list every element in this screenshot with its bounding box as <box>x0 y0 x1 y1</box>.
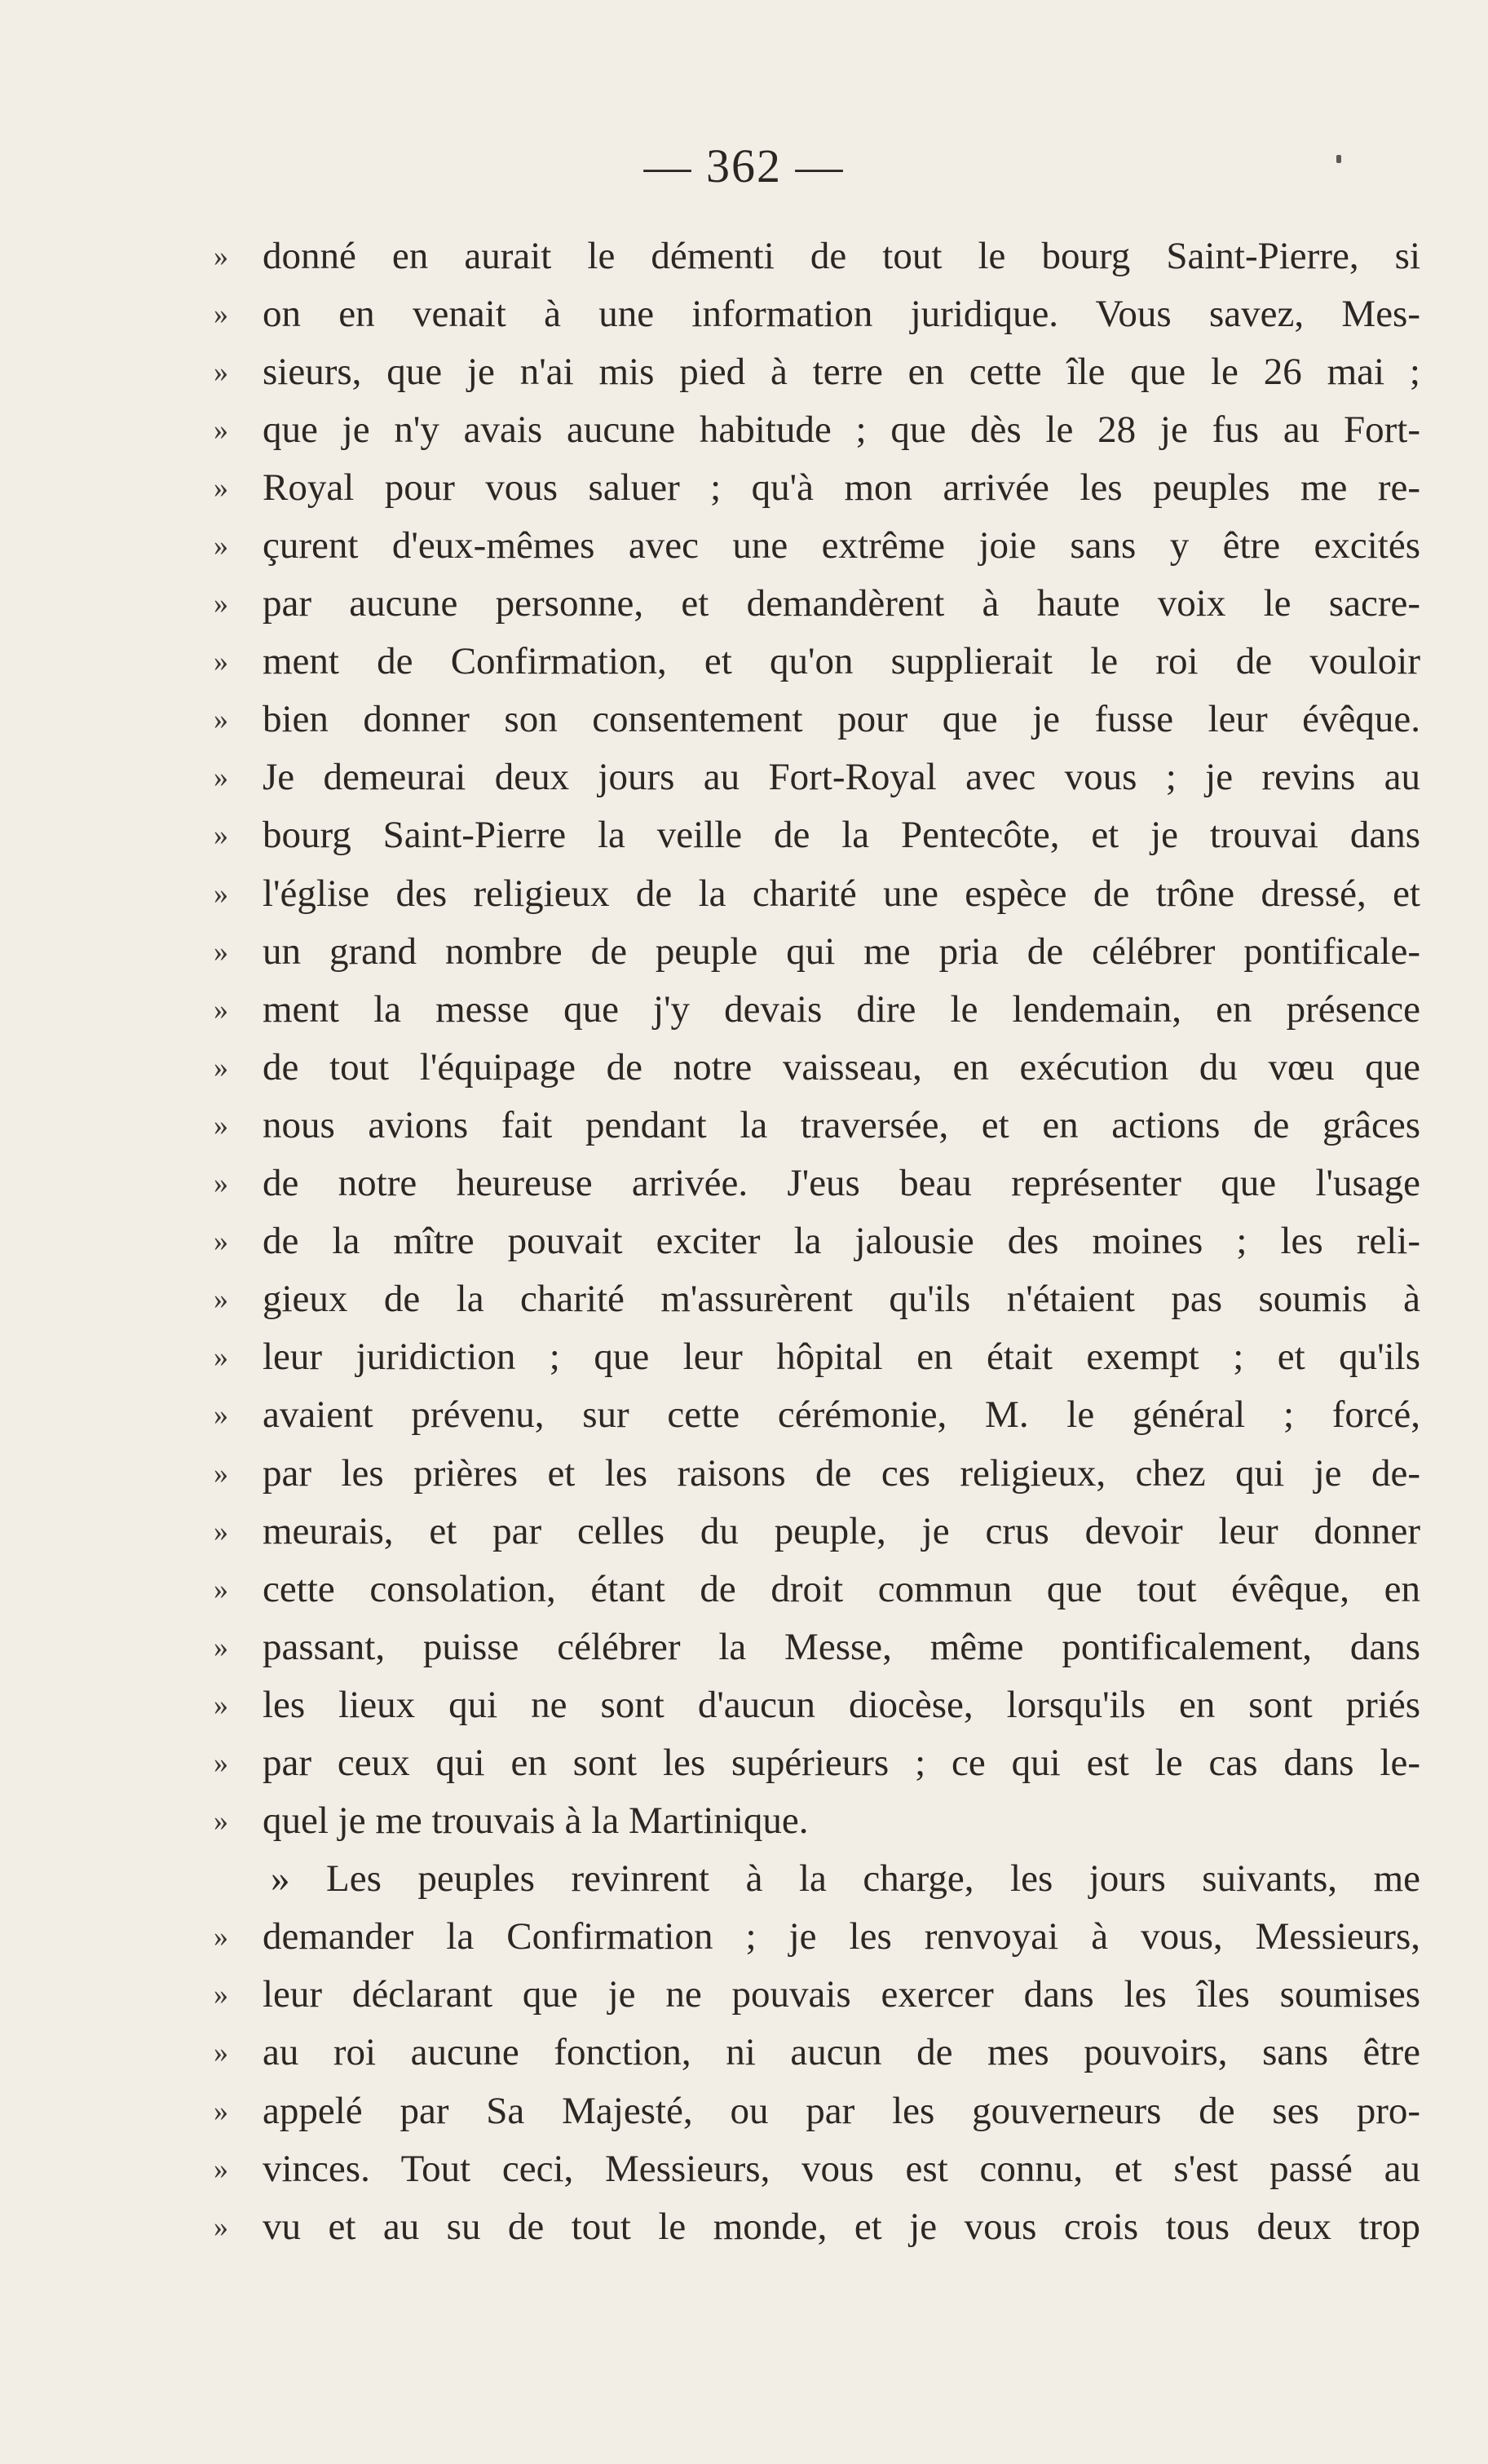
text-line <box>214 1850 1420 1908</box>
text-line <box>214 342 1420 400</box>
line-text: de tout l'équipage de notre vaisseau, en exécution du vœu que <box>263 1045 1420 1088</box>
text-line <box>214 1966 1420 2024</box>
line-text: par ceux qui en sont les supérieurs ; ce qui est le cas dans le- <box>263 1741 1420 1784</box>
line-text: » Les peuples revinrent à la charge, les jours suivants, me <box>271 1857 1420 1901</box>
text-line <box>214 575 1420 633</box>
line-text: par les prières et les raisons de ces religieux, chez qui je de- <box>263 1451 1420 1495</box>
text-line <box>214 400 1420 458</box>
quote-marker: » <box>214 1167 228 1200</box>
line-text: on en venait à une information juridique. Vous savez, Mes- <box>263 292 1420 335</box>
text-line <box>214 1096 1420 1154</box>
text-line <box>214 1733 1420 1791</box>
text-line <box>214 2139 1420 2197</box>
line-text: que je n'y avais aucune habitude ; que dès le 28 je fus au Fort- <box>263 408 1420 451</box>
text-line <box>214 691 1420 748</box>
line-text: Royal pour vous saluer ; qu'à mon arrivée les peuples me re- <box>263 466 1420 509</box>
line-text: ment la messe que j'y devais dire le lendemain, en présence <box>263 987 1420 1031</box>
page-number: — 362 — <box>643 139 845 192</box>
text-line <box>214 922 1420 980</box>
quote-marker: » <box>214 992 228 1026</box>
line-text: donné en aurait le démenti de tout le bourg Saint-Pierre, si <box>263 234 1420 277</box>
text-line <box>214 458 1420 516</box>
quote-marker: » <box>214 877 228 910</box>
quote-marker: » <box>214 587 228 620</box>
quote-marker: » <box>214 1050 228 1084</box>
quote-marker: » <box>214 470 228 504</box>
text-line <box>214 227 1420 285</box>
quote-marker: » <box>214 413 228 446</box>
line-text: Je demeurai deux jours au Fort-Royal avec vous ; je revins au <box>263 756 1420 799</box>
line-text: avaient prévenu, sur cette cérémonie, M. le général ; forcé, <box>263 1393 1420 1437</box>
line-text: au roi aucune fonction, ni aucun de mes pouvoirs, sans être <box>263 2031 1420 2074</box>
text-line <box>214 1386 1420 1444</box>
line-text: cette consolation, étant de droit commun que tout évêque, en <box>263 1567 1420 1610</box>
text-line <box>214 748 1420 806</box>
text-line <box>214 1618 1420 1676</box>
line-text: gieux de la charité m'assurèrent qu'ils n'étaient pas soumis à <box>263 1278 1420 1321</box>
quote-marker: » <box>214 703 228 736</box>
line-text: nous avions fait pendant la traversée, et en actions de grâces <box>263 1103 1420 1146</box>
quote-marker: » <box>214 529 228 563</box>
quote-marker: » <box>214 297 228 330</box>
line-text: çurent d'eux-mêmes avec une extrême joie sans y être excités <box>263 524 1420 567</box>
text-line <box>214 285 1420 342</box>
quote-marker: » <box>214 1108 228 1141</box>
body-text <box>214 227 1420 2255</box>
line-text: bien donner son consentement pour que je fusse leur évêque. <box>263 698 1420 741</box>
text-line <box>214 806 1420 864</box>
line-text: appelé par Sa Majesté, ou par les gouverneurs de ses pro- <box>263 2089 1420 2132</box>
text-line <box>214 516 1420 574</box>
line-text: meurais, et par celles du peuple, je crus devoir leur donner <box>263 1509 1420 1552</box>
line-text: vu et au su de tout le monde, et je vous crois tous deux trop <box>263 2205 1420 2248</box>
line-text: l'église des religieux de la charité une espèce de trône dressé, et <box>263 872 1420 915</box>
text-line <box>214 2082 1420 2139</box>
quote-marker: » <box>214 1978 228 2011</box>
quote-marker: » <box>214 1283 228 1316</box>
quote-marker: » <box>214 239 228 272</box>
text-line <box>214 1792 1420 1850</box>
line-text: leur déclarant que je ne pouvais exercer dans les îles soumises <box>263 1973 1420 2016</box>
text-line <box>214 1038 1420 1096</box>
line-text: quel je me trouvais à la Martinique. <box>263 1799 809 1843</box>
text-line <box>214 2024 1420 2082</box>
quote-marker: » <box>214 1340 228 1374</box>
text-line <box>214 1502 1420 1560</box>
line-text: bourg Saint-Pierre la veille de la Pentecôte, et je trouvai dans <box>263 814 1420 857</box>
quote-marker: » <box>214 1688 228 1721</box>
quote-marker: » <box>214 645 228 678</box>
text-line <box>214 633 1420 691</box>
quote-marker: » <box>214 2210 228 2243</box>
quote-marker: » <box>214 1514 228 1548</box>
quote-marker: » <box>214 1920 228 1954</box>
line-text: demander la Confirmation ; je les renvoyai à vous, Messieurs, <box>263 1915 1420 1958</box>
line-text: passant, puisse célébrer la Messe, même pontificalement, dans <box>263 1625 1420 1668</box>
quote-marker: » <box>214 1398 228 1432</box>
line-text: de notre heureuse arrivée. J'eus beau représenter que l'usage <box>263 1162 1420 1205</box>
text-line <box>214 864 1420 922</box>
text-line <box>214 1444 1420 1502</box>
quote-marker: » <box>214 1630 228 1663</box>
line-text: sieurs, que je n'ai mis pied à terre en cette île que le 26 mai ; <box>263 350 1420 393</box>
text-line <box>214 1560 1420 1618</box>
line-text: vinces. Tout ceci, Messieurs, vous est connu, et s'est passé au <box>263 2147 1420 2190</box>
quote-marker: » <box>214 1804 228 1838</box>
text-line <box>214 1155 1420 1212</box>
text-line <box>214 1212 1420 1270</box>
quote-marker: » <box>214 2094 228 2127</box>
quote-marker: » <box>214 1225 228 1258</box>
quote-marker: » <box>214 355 228 388</box>
line-text: leur juridiction ; que leur hôpital en était exempt ; et qu'ils <box>263 1336 1420 1379</box>
line-text: de la mître pouvait exciter la jalousie des moines ; les reli- <box>263 1220 1420 1263</box>
line-text: les lieux qui ne sont d'aucun diocèse, lorsqu'ils en sont priés <box>263 1683 1420 1726</box>
line-text: par aucune personne, et demandèrent à haute voix le sacre- <box>263 582 1420 625</box>
text-line <box>214 1676 1420 1733</box>
quote-marker: » <box>214 1572 228 1605</box>
quote-marker: » <box>214 819 228 852</box>
quote-marker: » <box>214 1746 228 1779</box>
quote-marker: » <box>214 1456 228 1490</box>
text-line <box>214 1328 1420 1386</box>
text-line <box>214 2197 1420 2255</box>
quote-marker: » <box>214 2036 228 2069</box>
quote-marker: » <box>214 761 228 794</box>
text-line <box>214 1270 1420 1328</box>
quote-marker: » <box>214 934 228 968</box>
quote-marker: » <box>214 2152 228 2185</box>
text-line <box>214 980 1420 1038</box>
text-line <box>214 1908 1420 1966</box>
line-text: ment de Confirmation, et qu'on supplierait le roi de vouloir <box>263 640 1420 683</box>
line-text: un grand nombre de peuple qui me pria de célébrer pontificale- <box>263 930 1420 973</box>
